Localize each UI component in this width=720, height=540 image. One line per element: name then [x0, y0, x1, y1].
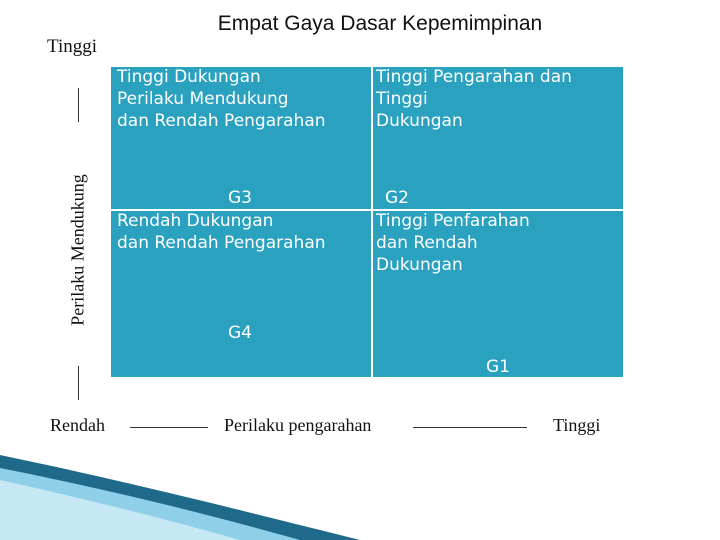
- quadrant-top-left-text: [117, 66, 326, 132]
- leadership-quadrant-grid: [111, 67, 623, 377]
- quadrant-code-g3: G3: [228, 188, 252, 208]
- x-axis-label: Perilaku pengarahan: [224, 415, 372, 435]
- quadrant-line: Tinggi: [376, 89, 428, 109]
- y-axis-line-bottom: [78, 366, 79, 400]
- vertical-divider: [371, 67, 373, 377]
- quadrant-code-g1: G1: [486, 357, 510, 377]
- quadrant-line: Dukungan: [376, 255, 463, 275]
- x-axis-line-left: [130, 427, 208, 428]
- quadrant-top-right-text: [376, 66, 572, 132]
- quadrant-code-g4: G4: [228, 323, 252, 343]
- quadrant-line: Tinggi Pengarahan dan: [376, 67, 572, 87]
- quadrant-line: dan Rendah Pengarahan: [117, 111, 326, 131]
- diagram-title: Empat Gaya Dasar Kepemimpinan: [217, 12, 543, 35]
- y-axis-line-top: [78, 88, 79, 122]
- x-axis-low-label: Rendah: [50, 415, 105, 435]
- quadrant-line: Perilaku Mendukung: [117, 89, 289, 109]
- quadrant-code-g2: G2: [385, 188, 409, 208]
- quadrant-line: dan Rendah Pengarahan: [117, 233, 326, 253]
- y-axis-label: Perilaku Mendukung: [67, 174, 88, 326]
- quadrant-line: Tinggi Dukungan: [117, 67, 261, 87]
- x-axis-line-right: [413, 427, 527, 428]
- decorative-corner-swoosh: [0, 450, 360, 540]
- quadrant-line: Dukungan: [376, 111, 463, 131]
- quadrant-bottom-right-text: [376, 210, 530, 276]
- quadrant-line: Rendah Dukungan: [117, 211, 274, 231]
- quadrant-line: Tinggi Penfarahan: [376, 211, 530, 231]
- quadrant-bottom-left-text: [117, 210, 326, 254]
- quadrant-line: dan Rendah: [376, 233, 478, 253]
- y-axis-high-label: Tinggi: [47, 36, 97, 57]
- x-axis-high-label: Tinggi: [553, 415, 601, 435]
